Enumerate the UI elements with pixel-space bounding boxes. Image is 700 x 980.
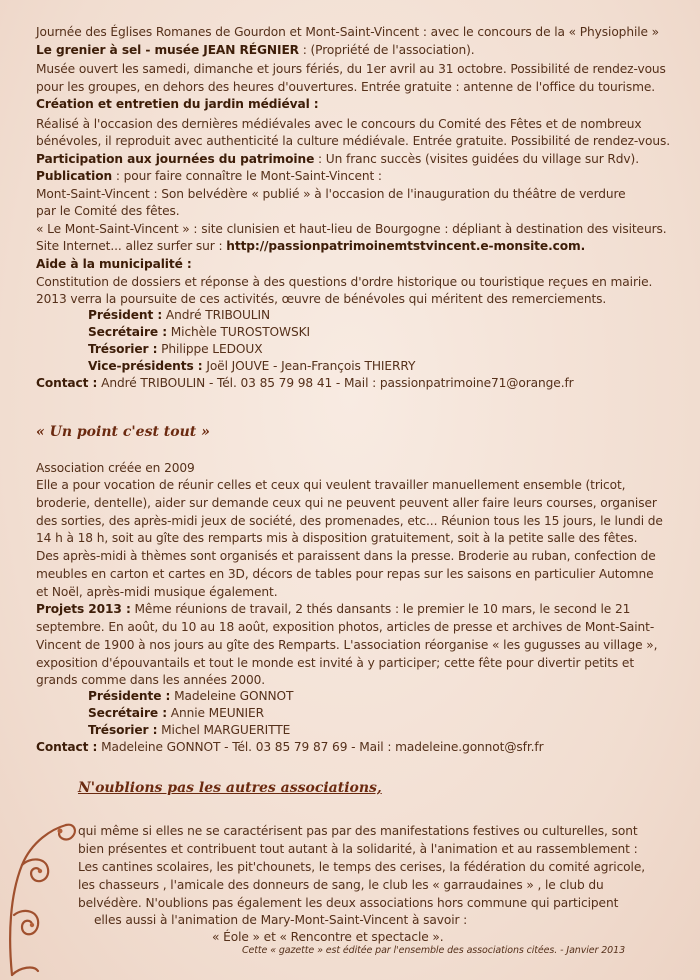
text-line: septembre. En août, du 10 au 18 août, exposition photos, articles de presse et archives de Mont-Saint- [36, 620, 655, 634]
text-line: bien présentes et contribuent tout autant à la solidarité, à l'animation et au rassemblement : [78, 842, 638, 856]
president-line [88, 688, 293, 705]
text-line: qui même si elles ne se caractérisent pas par des manifestations festives ou culturelles, sont [78, 824, 638, 838]
section-title-autres-associations: N'oublions pas les autres associations, [78, 780, 382, 796]
footer-note: Cette « gazette » est éditée par l'ensemble des associations citées. - Janvier 2013 [242, 945, 626, 956]
heading-jardin: Création et entretien du jardin médiéval : [36, 97, 319, 111]
treasurer-line [88, 341, 262, 358]
text-line [36, 42, 475, 59]
text-line: 2013 verra la poursuite de ces activités, œuvre de bénévoles qui méritent des remerciements. [36, 292, 607, 306]
text-line: les chasseurs , l'amicale des donneurs de sang, le club les « garraudaines » , le club du [78, 878, 604, 892]
text-line: Elle a pour vocation de réunir celles et ceux qui veulent travailler manuellement ensemble (tricot, [36, 478, 626, 492]
role-label: Trésorier : [88, 723, 158, 737]
scroll-flourish-ornament-icon [0, 795, 80, 980]
contact-label: Contact : [36, 740, 98, 754]
text-line [36, 168, 382, 185]
text-line: Des après-midi à thèmes sont organisés et paraissent dans la presse. Broderie au ruban, confection de [36, 549, 656, 563]
role-label: Trésorier : [88, 342, 158, 356]
text-line: pour les groupes, en dehors des heures d'ouvertures. Entrée gratuite : antenne de l'office du tourisme. [36, 80, 656, 94]
contact-details: André TRIBOULIN - Tél. 03 85 79 98 41 - Mail : passionpatrimoine71@orange.fr [97, 376, 574, 390]
role-label: Président : [88, 308, 163, 322]
role-label: Secrétaire : [88, 325, 167, 339]
text-line: Association créée en 2009 [36, 461, 195, 475]
contact-line [36, 739, 544, 756]
role-label: Vice-présidents : [88, 359, 203, 373]
text-line: broderie, dentelle), aider sur demande ceux qui ne peuvent peuvent aller faire leurs courses, organiser [36, 496, 657, 510]
president-line [88, 307, 270, 324]
text-fragment: : pour faire connaître le Mont-Saint-Vincent : [112, 169, 382, 183]
text-line [36, 151, 639, 168]
vice-presidents-line [88, 358, 415, 375]
role-label: Secrétaire : [88, 706, 167, 720]
text-line: « Éole » et « Rencontre et spectacle ». [212, 930, 444, 944]
role-name: Madeleine GONNOT [170, 689, 294, 703]
heading-publication: Publication [36, 169, 113, 183]
text-line: Constitution de dossiers et réponse à des questions d'ordre historique ou touristique reçues en mairie. [36, 275, 653, 289]
contact-line [36, 375, 574, 392]
text-fragment: : Un franc succès (visites guidées du village sur Rdv). [314, 152, 639, 166]
text-line: bénévoles, il reproduit avec authenticité la culture médiévale. Entrée gratuite. Possibilité de rendez-vous. [36, 134, 671, 148]
text-line: 14 h à 18 h, soit au gîte des remparts mis à disposition gratuitement, soit à la petite salle des fêtes. [36, 531, 638, 545]
text-line: elles aussi à l'animation de Mary-Mont-Saint-Vincent à savoir : [94, 913, 468, 927]
role-name: Annie MEUNIER [166, 706, 265, 720]
contact-details: Madeleine GONNOT - Tél. 03 85 79 87 69 - Mail : madeleine.gonnot@sfr.fr [97, 740, 544, 754]
text-line: meubles en carton et cartes en 3D, décors de tables pour repas sur les saisons en particulier Automne [36, 567, 654, 581]
role-name: Joël JOUVE - Jean-François THIERRY [202, 359, 416, 373]
website-link[interactable]: http://passionpatrimoinemtstvincent.e-monsite.com. [226, 239, 586, 253]
secretary-line [88, 705, 264, 722]
role-name: André TRIBOULIN [162, 308, 271, 322]
text-line: par le Comité des fêtes. [36, 204, 180, 218]
role-label: Présidente : [88, 689, 171, 703]
heading-patrimoine: Participation aux journées du patrimoine [36, 152, 315, 166]
treasurer-line [88, 722, 290, 739]
text-fragment: Site Internet... allez surfer sur : [36, 239, 227, 253]
role-name: Philippe LEDOUX [157, 342, 263, 356]
text-line: exposition d'épouvantails et tout le monde est invité à y participer; cette fête pour divertir petits et [36, 656, 634, 670]
role-name: Michèle TUROSTOWSKI [166, 325, 310, 339]
text-line: « Le Mont-Saint-Vincent » : site clunisien et haut-lieu de Bourgogne : dépliant à destination des visiteurs. [36, 222, 667, 236]
text-line: des sorties, des après-midi jeux de société, des promenades, etc... Réunion tous les 15 jours, le lundi de [36, 514, 663, 528]
text-line: Vincent de 1900 à nos jours au gîte des Remparts. L'association réorganise « les gugusses au village », [36, 638, 658, 652]
heading-projets: Projets 2013 : [36, 602, 131, 616]
text-fragment: : (Propriété de l'association). [298, 43, 475, 57]
text-line [36, 601, 630, 618]
text-line [36, 238, 585, 255]
text-line: belvédère. N'oublions pas également les deux associations hors commune qui participent [78, 896, 619, 910]
section-title-un-point: « Un point c'est tout » [36, 424, 210, 440]
contact-label: Contact : [36, 376, 98, 390]
heading-municipalite: Aide à la municipalité : [36, 257, 192, 271]
role-name: Michel MARGUERITTE [157, 723, 291, 737]
text-fragment: Même réunions de travail, 2 thés dansants : le premier le 10 mars, le second le 21 [130, 602, 631, 616]
heading-grenier: Le grenier à sel - musée JEAN RÉGNIER [36, 43, 299, 57]
text-line: Journée des Églises Romanes de Gourdon et Mont-Saint-Vincent : avec le concours de la « Physiophile » [36, 25, 660, 39]
text-line: Les cantines scolaires, les pit'chounets, le temps des cerises, la fédération du comité agricole, [78, 860, 645, 874]
text-line: Musée ouvert les samedi, dimanche et jours fériés, du 1er avril au 31 octobre. Possibilité de rendez-vous [36, 62, 666, 76]
text-line: Mont-Saint-Vincent : Son belvédère « publié » à l'occasion de l'inauguration du théâtre de verdure [36, 187, 626, 201]
text-line: grands comme dans les années 2000. [36, 673, 266, 687]
text-line: et Noël, après-midi musique également. [36, 585, 278, 599]
secretary-line [88, 324, 310, 341]
text-line: Réalisé à l'occasion des dernières médiévales avec le concours du Comité des Fêtes et de nombreux [36, 117, 642, 131]
